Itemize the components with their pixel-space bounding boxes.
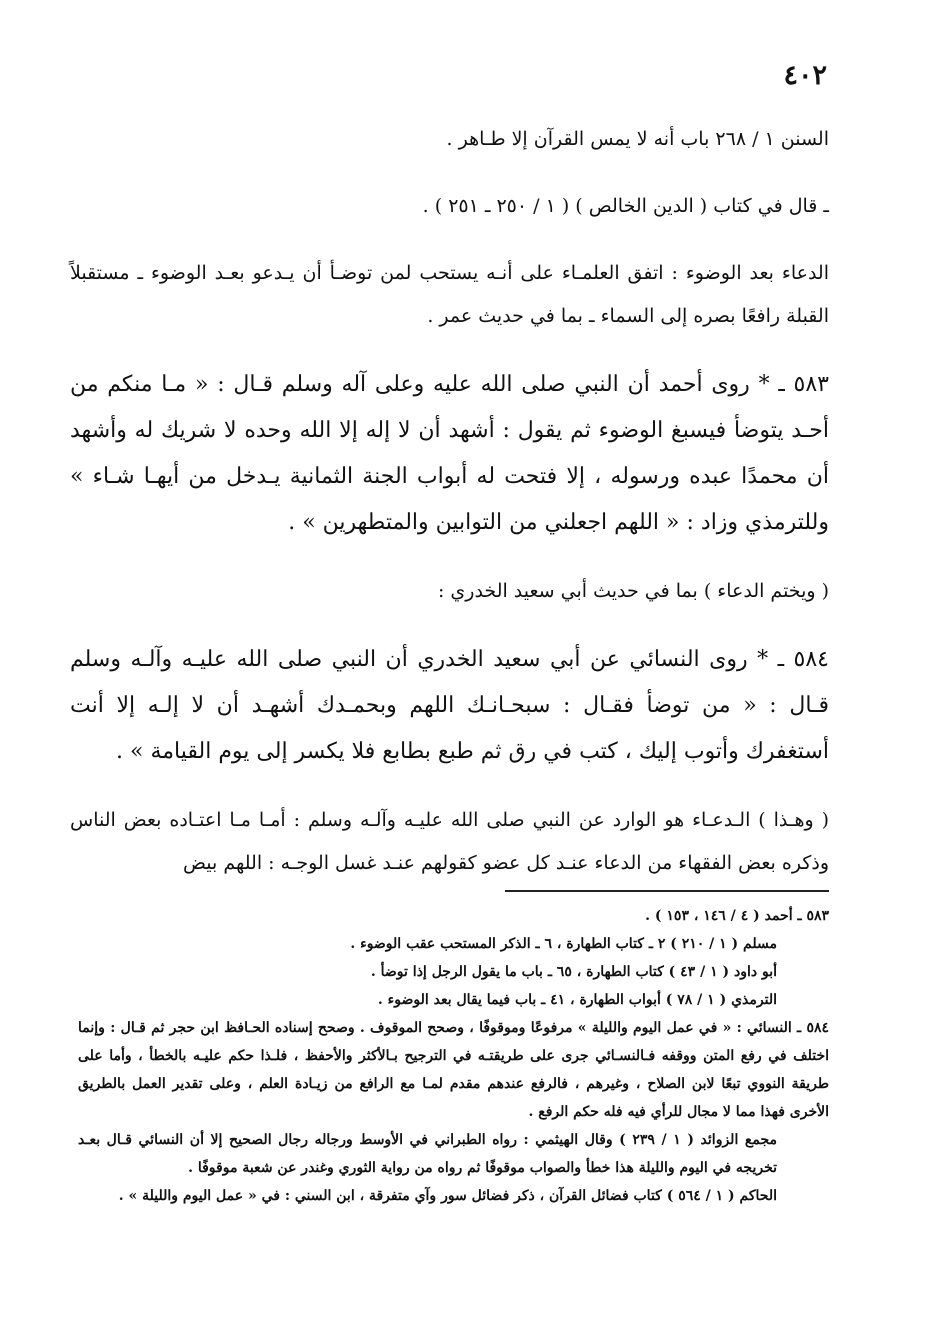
paragraph: ـ قال في كتاب ( الدين الخالص ) ( ١ / ٢٥٠ ـ ٢٥١ ) . (422, 195, 829, 217)
paragraph: ( ويختم الدعاء ) بما في حديث أبي سعيد الخدري : (437, 580, 829, 602)
footnote: أبو داود ( ١ / ٤٣ ) كتاب الطهارة ، ٦٥ ـ باب ما يقول الرجل إذا توضأ . (370, 964, 777, 980)
hadith-584: ٥٨٤ ـ * روى النسائي عن أبي سعيد الخدري أن النبي صلى الله عليـه وآلـه وسلم قـال : « من توضأ فقـال : سبحـانـك اللهم وبحمـدك أشهـد أن لا إلـه إلا أنت أستغفرك وأتوب إليك ، كتب في رق ثم طبع بطابع فلا يكسر إلى يوم القيامة » . (70, 647, 829, 764)
footnote: مسلم ( ١ / ٢١٠ ) ٢ ـ كتاب الطهارة ، ٦ ـ الذكر المستحب عقب الوضوء . (350, 936, 777, 952)
footnote: ٥٨٣ ـ أحمد ( ٤ / ١٤٦ ، ١٥٣ ) . (645, 908, 829, 924)
footnote: مجمع الزوائد ( ١ / ٢٣٩ ) وقال الهيثمي : رواه الطبراني في الأوسط ورجاله رجال الصحيح إلا أن النسائي قـال بعـد تخريجه في اليوم والليلة هذا خطأ والصواب موقوفًا ثم رواه من رواية الثوري وغندر عن شعبة موقوفًا . (78, 1132, 777, 1176)
footnote-divider (505, 890, 829, 892)
main-text (70, 118, 829, 885)
paragraph: السنن ١ / ٢٦٨ باب أنه لا يمس القرآن إلا طـاهر . (446, 128, 829, 150)
footnote: الترمذي ( ١ / ٧٨ ) أبواب الطهارة ، ٤١ ـ باب فيما يقال بعد الوضوء . (377, 992, 777, 1008)
hadith-583: ٥٨٣ ـ * روى أحمد أن النبي صلى الله عليه وعلى آله وسلم قـال : « مـا منكم من أحـد يتوضأ فيسبغ الوضوء ثم يقول : أشهد أن لا إله إلا الله وحده لا شريك له وأشهد أن محمدًا عبده ورسوله ، إلا فتحت له أبواب الجنة الثمانية يـدخل من أيهـا شـاء » وللترمذي وزاد : « اللهم اجعلني من التوابين والمتطهرين » . (70, 372, 829, 535)
page-number: ٤٠٢ (783, 60, 827, 91)
paragraph: ( وهـذا ) الـدعـاء هو الوارد عن النبي صلى الله عليـه وآلـه وسلم : أمـا مـا اعتـاده بعض الناس وذكره بعض الفقهاء من الدعاء عنـد كل عضو كقولهم عنـد غسل الوجـه : اللهم بيض (70, 809, 829, 874)
paragraph: الدعاء بعد الوضوء : اتفق العلمـاء على أنـه يستحب لمن توضـأ أن يـدعو بعـد الوضوء ـ مستقبلاً القبلة رافعًا بصره إلى السماء ـ بما في حديث عمر . (70, 262, 829, 327)
footnote: ٥٨٤ ـ النسائي : « في عمل اليوم والليلة » مرفوعًا وموقوفًا ، وصحح الموقوف . وصحح إسناده الحـافظ ابن حجر ثم قـال : وإنما اختلف في رفع المتن ووقفه فـالنسـائي جرى على طريقتـه في الترجيح بـالأكثر والأحفظ ، فلـذا حكم عليـه بالخطأ ، وأما على طريقة النووي تبعًا لابن الصلاح ، وغيرهم ، فالرفع عندهم مقدم لمـا مع الرافع من زيـادة العلم ، وعلى تقدير العمل بالطريق الأخرى فهذا مما لا مجال للرأي فيه فله حكم الرفع . (78, 1020, 829, 1120)
footnote: الحاكم ( ١ / ٥٦٤ ) كتاب فضائل القرآن ، ذكر فضائل سور وآي متفرقة ، ابن السني : في « عمل اليوم والليلة » . (118, 1188, 777, 1204)
footnotes (78, 902, 829, 1210)
